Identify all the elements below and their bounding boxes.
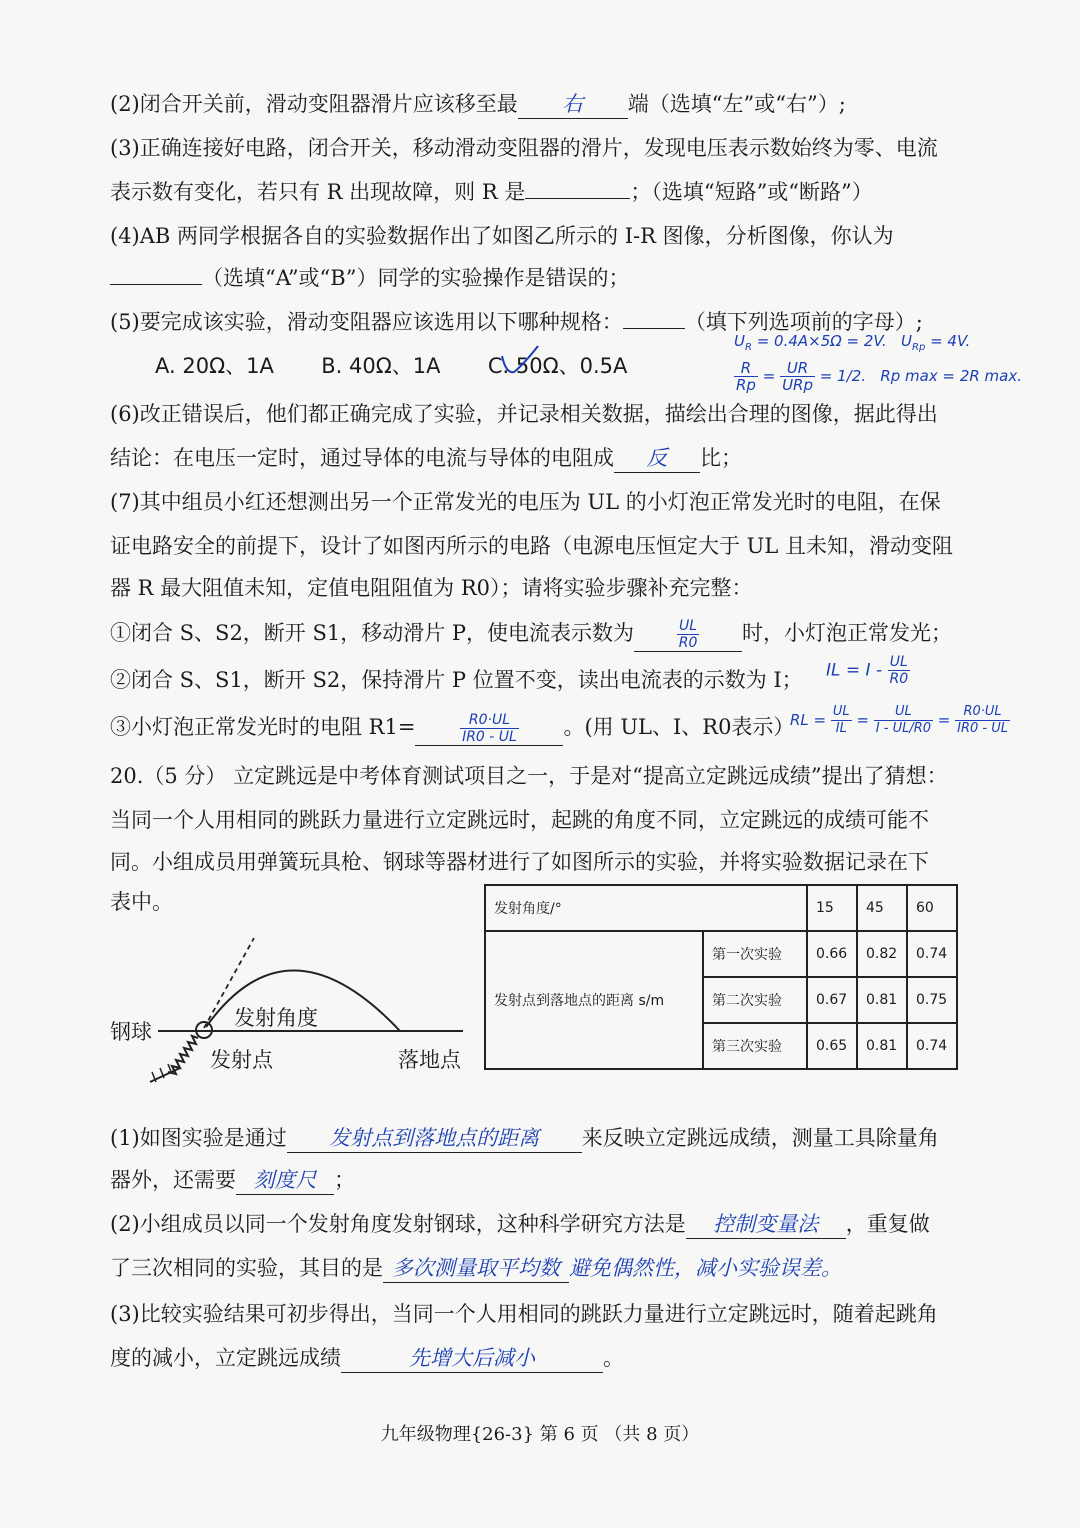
diagram-label-landing: 落地点 — [398, 1048, 461, 1072]
q2-answer: 右 — [562, 92, 584, 116]
p1-line2 — [110, 1166, 355, 1195]
q4-text-after: （选填“A”或“B”）同学的实验操作是错误的； — [202, 266, 630, 290]
q7-step2-text: ②闭合 S、S1，断开 S2，保持滑片 P 位置不变，读出电流表的示数为 I； — [110, 668, 803, 692]
data-table — [484, 884, 958, 1070]
table-cell: 0.82 — [857, 931, 907, 977]
q7-step3-text-after: 。(用 UL、I、R0表示） — [563, 715, 795, 739]
q6-line1: (6)改正错误后，他们都正确完成了实验，并记录相关数据，描绘出合理的图像，据此得出 — [110, 402, 938, 426]
table-cell: 0.66 — [807, 931, 857, 977]
table-header-row — [485, 885, 957, 931]
p2-line1 — [110, 1210, 930, 1239]
table-trial: 第二次实验 — [703, 977, 807, 1023]
q6-text: 结论：在电压一定时，通过导体的电流与导体的电阻成 — [110, 446, 614, 470]
q6-answer-blank[interactable] — [614, 444, 700, 473]
p2-text2: 了三次相同的实验，其目的是 — [110, 1256, 383, 1280]
diagram-label-angle: 发射角度 — [234, 1006, 318, 1030]
p1-text2: 器外，还需要 — [110, 1168, 236, 1192]
diagram-label-launch: 发射点 — [210, 1048, 273, 1072]
q7-step2-note: IL = I - $\frac{UL}{R0}$ — [826, 654, 909, 687]
q5-text: (5)要完成该实验，滑动变阻器应该选用以下哪种规格： — [110, 310, 623, 334]
table-trial: 第三次实验 — [703, 1023, 807, 1069]
q5-answer-blank[interactable] — [623, 328, 685, 329]
p3-answer-blank[interactable] — [341, 1344, 603, 1373]
p1-answer2: 刻度尺 — [253, 1168, 317, 1192]
q2-text: (2)闭合开关前，滑动变阻器滑片应该移至最 — [110, 92, 518, 116]
q2-line — [110, 90, 846, 119]
q3-text: 表示数有变化，若只有 R 出现故障，则 R 是 — [110, 180, 526, 204]
table-angle: 45 — [857, 885, 907, 931]
q6-text-after: 比； — [700, 446, 742, 470]
q20-line1: 20.（5 分） 立定跳远是中考体育测试项目之一，于是对“提高立定跳远成绩”提出了猜想： — [110, 764, 948, 788]
q7-step1-blank[interactable]: $\frac{UL}{R0}$ — [634, 618, 742, 652]
table-cell: 0.81 — [857, 1023, 907, 1069]
table-row — [485, 931, 957, 977]
q5-options — [155, 352, 627, 380]
p2-text-after: ，重复做 — [845, 1212, 930, 1236]
p1-answer-blank[interactable] — [287, 1124, 582, 1153]
q5-text-after: （填下列选项前的字母）; — [684, 310, 923, 334]
q20-line4: 表中。 — [110, 890, 173, 914]
p2-line2 — [110, 1254, 842, 1283]
table-cell: 0.74 — [907, 931, 957, 977]
p1-answer: 发射点到落地点的距离 — [329, 1126, 540, 1150]
q20-line2: 当同一个人用相同的跳跃力量进行立定跳远时，起跳的角度不同，立定跳远的成绩可能不 — [110, 808, 929, 832]
q7-step3-blank[interactable]: $\frac{R0\cdot UL}{IR0 - UL}$ — [415, 712, 563, 746]
p2-text: (2)小组成员以同一个发射角度发射钢球，这种科学研究方法是 — [110, 1212, 686, 1236]
q7-line1: (7)其中组员小红还想测出另一个正常发光的电压为 UL 的小灯泡正常发光时的电阻，在保 — [110, 490, 941, 514]
q3-line1: (3)正确连接好电路，闭合开关，移动滑动变阻器的滑片，发现电压表示数始终为零、电流 — [110, 136, 938, 160]
q5-note-1: $U_R = 0.4A\times 5\Omega = 2V$. $U_{Rp} = 4V$. — [734, 332, 971, 353]
q5-option-a[interactable]: A. 20Ω、1A — [155, 354, 274, 378]
p2-answer2-blank[interactable] — [383, 1254, 569, 1283]
q3-line2 — [110, 178, 873, 206]
q7-step1 — [110, 618, 952, 652]
q3-text-after: ；（选填“短路”或“断路”） — [630, 180, 873, 204]
q7-step3-note: RL = $\frac{UL}{IL}$ = $\frac{UL}{I - UL/R0}$ = $\frac{R0\cdot UL}{IR0 - UL}$ — [790, 704, 1008, 736]
table-angle: 60 — [907, 885, 957, 931]
table-angle: 15 — [807, 885, 857, 931]
q4-line1: (4)AB 两同学根据各自的实验数据作出了如图乙所示的 I-R 图像，分析图像，你认为 — [110, 224, 894, 248]
q5-note-2: $\frac{R}{Rp}$ = $\frac{UR}{\text{URp}}$ = 1/2. Rp max = 2R max. — [736, 359, 1023, 394]
p2-answer-blank[interactable] — [686, 1210, 846, 1239]
q7-line2: 证电路安全的前提下，设计了如图丙所示的电路（电源电压恒定大于 UL 且未知，滑动变阻 — [110, 534, 953, 558]
p2-answer: 控制变量法 — [713, 1212, 819, 1236]
q7-step3-text: ③小灯泡正常发光时的电阻 R1= — [110, 715, 416, 739]
p1-text: (1)如图实验是通过 — [110, 1126, 287, 1150]
q7-step1-text-after: 时，小灯泡正常发光； — [742, 621, 953, 645]
q7-step3 — [110, 712, 794, 746]
p1-answer2-blank[interactable] — [236, 1166, 334, 1195]
q5-option-c[interactable]: C. 50Ω、0.5A — [487, 354, 628, 378]
p2-answer2-extra: 避免偶然性，减小实验误差。 — [569, 1256, 842, 1280]
p2-answer2: 多次测量取平均数 — [392, 1256, 560, 1280]
q6-line2 — [110, 444, 742, 473]
p1-text2-after: ； — [334, 1168, 355, 1192]
table-cell: 0.81 — [857, 977, 907, 1023]
table-row-label: 发射点到落地点的距离 s/m — [485, 931, 703, 1069]
table-trial: 第一次实验 — [703, 931, 807, 977]
q20-line3: 同。小组成员用弹簧玩具枪、钢球等器材进行了如图所示的实验，并将实验数据记录在下 — [110, 850, 929, 874]
q4-answer-blank[interactable] — [110, 284, 202, 285]
q7-step2 — [110, 666, 803, 694]
q4-line2 — [110, 264, 629, 292]
table-cell: 0.75 — [907, 977, 957, 1023]
q7-line3: 器 R 最大阻值未知，定值电阻阻值为 R0）；请将实验步骤补充完整： — [110, 576, 753, 600]
page-footer: 九年级物理{26-3} 第 6 页 （共 8 页） — [380, 1424, 700, 1445]
q3-answer-blank[interactable] — [525, 198, 630, 199]
option-c-check-icon — [498, 342, 542, 378]
p3-answer: 先增大后减小 — [409, 1346, 535, 1370]
p1-line1 — [110, 1124, 939, 1153]
q5-option-b[interactable]: B. 40Ω、1A — [321, 354, 441, 378]
table-cell: 0.74 — [907, 1023, 957, 1069]
q7-step1-text: ①闭合 S、S2，断开 S1，移动滑片 P，使电流表示数为 — [110, 621, 635, 645]
table-cell: 0.67 — [807, 977, 857, 1023]
table-cell: 0.65 — [807, 1023, 857, 1069]
p3-line1: (3)比较实验结果可初步得出，当同一个人用相同的跳跃力量进行立定跳远时，随着起跳角 — [110, 1302, 938, 1326]
q2-answer-blank[interactable] — [518, 90, 628, 119]
diagram-label-ball: 钢球 — [110, 1020, 152, 1044]
q6-answer: 反 — [646, 446, 668, 470]
table-header-label: 发射角度/° — [485, 885, 807, 931]
p3-text: 度的减小，立定跳远成绩 — [110, 1346, 341, 1370]
p3-line2 — [110, 1344, 624, 1373]
q2-text-after: 端（选填“左”或“右”）; — [627, 92, 846, 116]
p3-text-after: 。 — [603, 1346, 624, 1370]
p1-text-after: 来反映立定跳远成绩，测量工具除量角 — [581, 1126, 939, 1150]
